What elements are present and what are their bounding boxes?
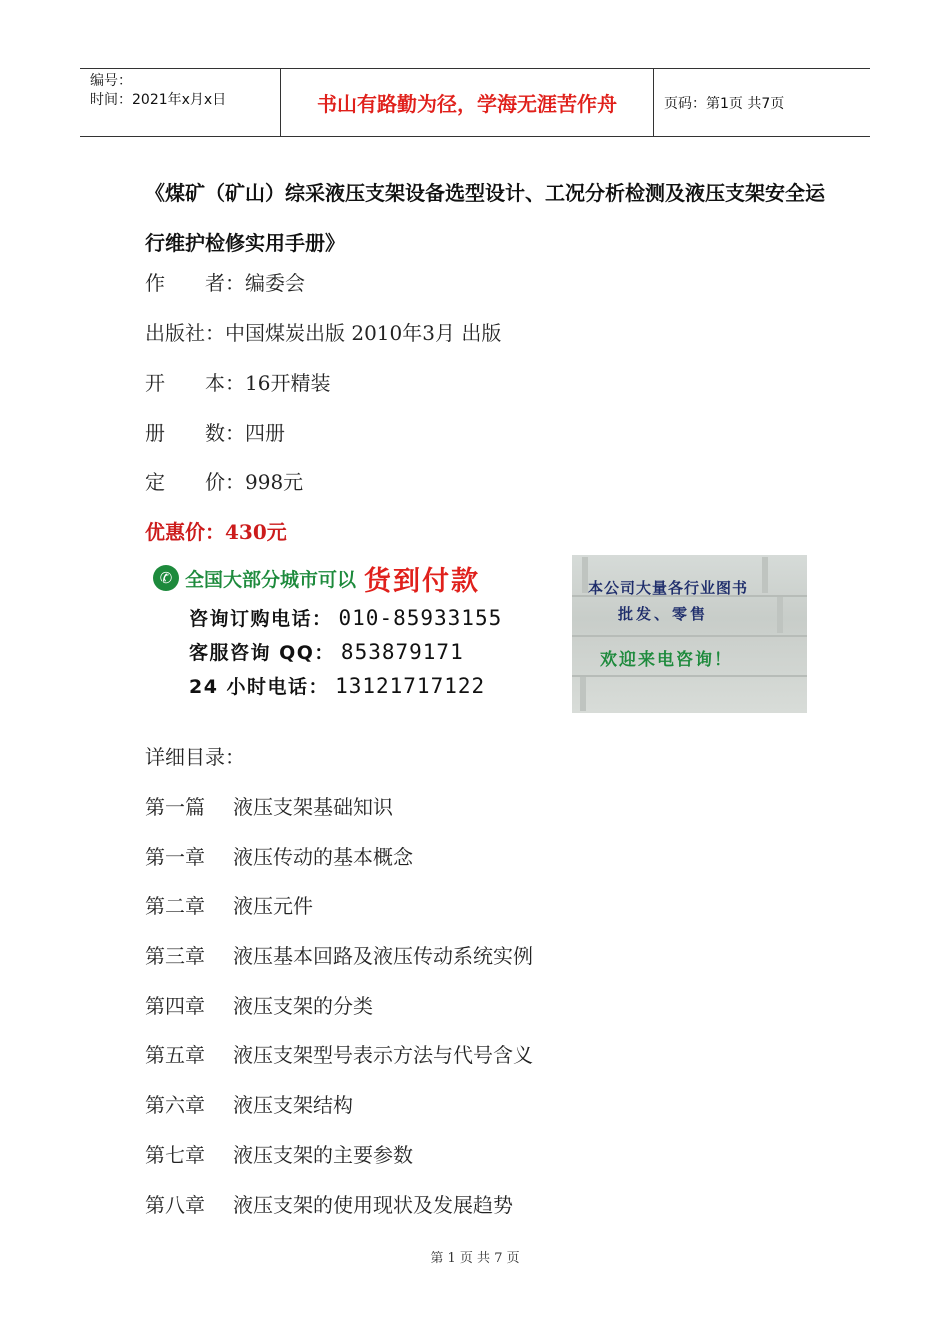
qq-number: 853879171 xyxy=(340,640,464,664)
toc-chapter: 第八章 xyxy=(145,1193,205,1217)
toc-item xyxy=(145,941,533,971)
publisher-value: 中国煤炭出版 2010年3月 出版 xyxy=(225,321,502,345)
qq-label: 客服咨询 QQ： xyxy=(189,642,335,664)
toc-title: 液压支架基础知识 xyxy=(233,795,393,819)
toc-chapter: 第一章 xyxy=(145,845,205,869)
header-motto: 书山有路勤为径，学海无涯苦作舟 xyxy=(281,69,654,136)
publisher-label: 出版社： xyxy=(145,321,225,345)
bookstore-banner xyxy=(572,555,807,713)
toc-item xyxy=(145,842,413,872)
toc-item xyxy=(145,991,373,1021)
page-footer: 第 1 页 共 7 页 xyxy=(430,1251,520,1266)
shelf-line xyxy=(572,675,807,677)
toc-heading: 详细目录： xyxy=(145,745,245,769)
price-label: 定 价： xyxy=(145,470,245,494)
volumes-value: 四册 xyxy=(245,421,285,445)
book-spine xyxy=(580,677,586,711)
order-phone-line xyxy=(189,604,502,631)
qq-line xyxy=(189,638,464,665)
format-label: 开 本： xyxy=(145,371,245,395)
publisher-row xyxy=(145,318,501,348)
order-phone: 010-85933155 xyxy=(338,606,503,630)
promo-price: 430元 xyxy=(225,520,287,544)
volumes-label: 册 数： xyxy=(145,421,245,445)
toc-chapter: 第七章 xyxy=(145,1143,205,1167)
toc-title: 液压支架的分类 xyxy=(233,994,373,1018)
toc-title: 液压传动的基本概念 xyxy=(233,845,413,869)
toc-item xyxy=(145,1090,353,1120)
cod-intro: 全国大部分城市可以 xyxy=(185,568,357,591)
welcome-line: 欢迎来电咨询！ xyxy=(600,650,733,670)
book-spine xyxy=(777,597,783,633)
cod-text: 货到付款 xyxy=(364,565,481,597)
order-phone-label: 咨询订购电话： xyxy=(189,608,333,630)
page-header xyxy=(80,68,870,137)
promo-label: 优惠价： xyxy=(145,520,225,544)
toc-chapter: 第六章 xyxy=(145,1093,205,1117)
toc-chapter: 第二章 xyxy=(145,894,205,918)
author-label: 作 者： xyxy=(145,271,245,295)
format-value: 16开精装 xyxy=(245,371,331,395)
toc-title: 液压元件 xyxy=(233,894,313,918)
toc-item xyxy=(145,1140,413,1170)
toc-item xyxy=(145,1190,513,1220)
toc-item xyxy=(145,1040,533,1070)
volumes-row xyxy=(145,418,285,448)
shelf-line xyxy=(572,635,807,637)
format-row xyxy=(145,368,330,398)
promo-row xyxy=(145,517,287,547)
price-value: 998元 xyxy=(245,470,304,494)
toc-chapter: 第一篇 xyxy=(145,795,205,819)
toc-title: 液压支架结构 xyxy=(233,1093,353,1117)
order-contact-banner xyxy=(145,552,555,712)
toc-chapter: 第五章 xyxy=(145,1043,205,1067)
toc-chapter: 第三章 xyxy=(145,944,205,968)
author-value: 编委会 xyxy=(245,271,305,295)
toc-title: 液压基本回路及液压传动系统实例 xyxy=(233,944,533,968)
hotline-number: 13121717122 xyxy=(335,674,486,698)
price-row xyxy=(145,467,303,497)
time-label: 时间：2021年x月x日 xyxy=(90,92,227,108)
hotline-label: 24 小时电话： xyxy=(189,676,330,698)
toc-title: 液压支架的主要参数 xyxy=(233,1143,413,1167)
toc-title: 液压支架型号表示方法与代号含义 xyxy=(233,1043,533,1067)
toc-item xyxy=(145,891,313,921)
retail-line: 批发、零售 xyxy=(618,605,709,623)
wholesale-line: 本公司大量各行业图书 xyxy=(588,579,749,597)
toc-title: 液压支架的使用现状及发展趋势 xyxy=(233,1193,513,1217)
header-meta xyxy=(80,69,281,136)
toc-item xyxy=(145,792,393,822)
book-title: 《煤矿（矿山）综采液压支架设备选型设计、工况分析检测及液压支架安全运行维护检修实用手册》 xyxy=(145,181,825,255)
book-spine xyxy=(762,557,768,593)
number-label: 编号： xyxy=(90,73,132,89)
header-page-info: 页码：第1页 共7页 xyxy=(664,95,785,112)
hotline-line xyxy=(189,672,485,699)
phone-icon: ✆ xyxy=(153,565,179,591)
cod-line xyxy=(145,560,480,596)
author-row xyxy=(145,268,305,298)
toc-chapter: 第四章 xyxy=(145,994,205,1018)
